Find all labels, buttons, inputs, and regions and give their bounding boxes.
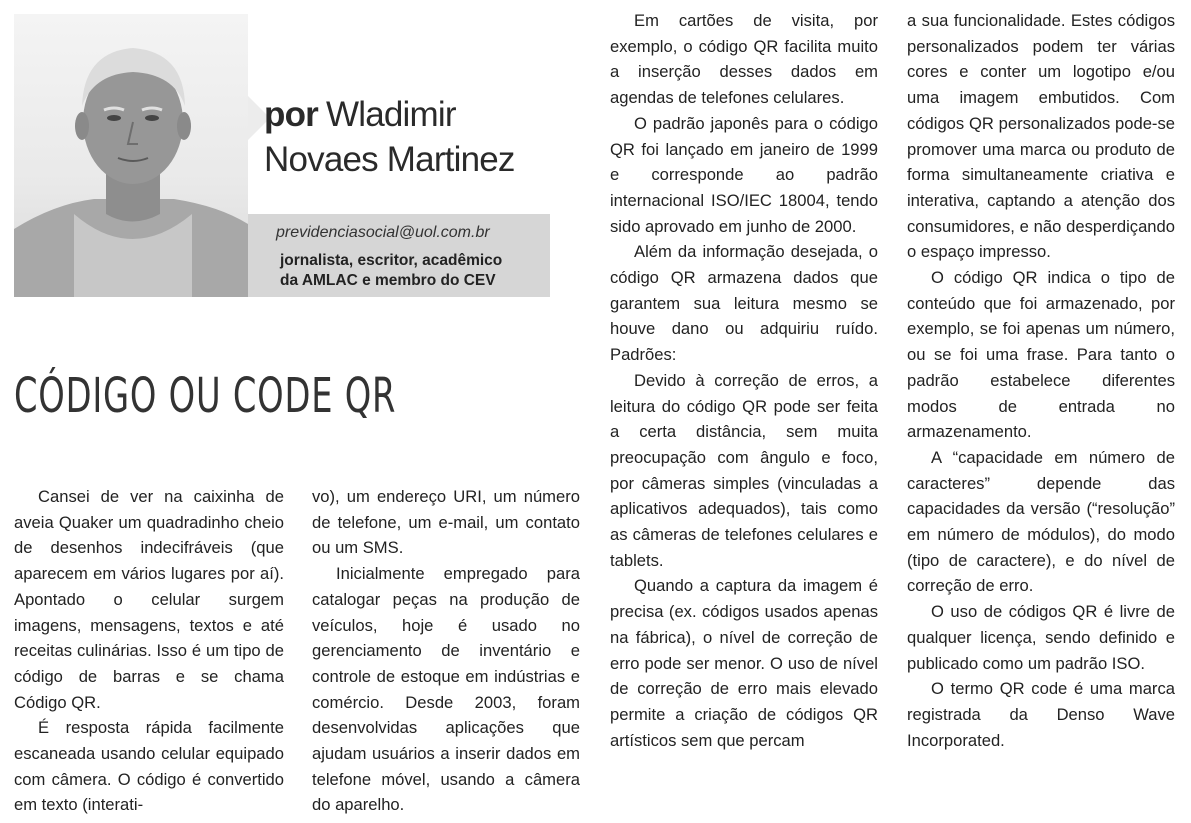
paragraph: Em cartões de visita, por exemplo, o código QR facilita muito a inserção desses dados em agendas de telefones celulares. bbox=[610, 11, 878, 108]
author-role-line-2: da AMLAC e membro do CEV bbox=[280, 272, 496, 289]
paragraph: O código QR indica o tipo de conteúdo que foi armazenado, por exemplo, se foi apenas um número, ou se foi uma frase. Para tanto o padrão estabelece diferentes modos de entrada no armazenamento. bbox=[907, 268, 1175, 442]
author-photo bbox=[14, 14, 248, 297]
author-portrait-illustration bbox=[14, 14, 248, 297]
byline-prefix: por bbox=[264, 95, 318, 134]
article-column-2 bbox=[312, 484, 580, 818]
paragraph: É resposta rápida facilmente escaneada usando celular equipado com câmera. O código é convertido em texto (interati- bbox=[14, 718, 284, 815]
author-bio-box bbox=[248, 214, 550, 297]
paragraph: Quando a captura da imagem é precisa (ex. códigos usados apenas na fábrica), o nível de correção de erro pode ser menor. O uso de nível de correção de erro mais elevado permite a criação de códigos QR artísticos sem que percam bbox=[610, 576, 878, 750]
byline-line-1 bbox=[264, 92, 564, 137]
author-name-line-2: Novaes Martinez bbox=[264, 140, 515, 179]
paragraph-continuation: a sua funcionalidade. Estes códigos personalizados podem ter várias cores e conter um logotipo e/ou uma imagem embutidos. Com códigos QR personalizados pode-se promover uma marca ou produto de forma simultaneamente criativa e interativa, captando a atenção dos consumidores, e não desperdiçando o espaço impresso. bbox=[907, 11, 1175, 262]
paragraph: O padrão japonês para o código QR foi lançado em janeiro de 1999 e corresponde ao padrão internacional ISO/IEC 18004, tendo sido aprovado em junho de 2000. bbox=[610, 113, 878, 236]
paragraph-continuation: vo), um endereço URI, um número de telefone, um e-mail, um contato ou um SMS. bbox=[312, 487, 580, 558]
author-role bbox=[280, 251, 502, 291]
paragraph: A “capacidade em número de caracteres” depende das capacidades da versão (“resolução” em número de módulos), do modo (tipo de caractere), e do nível de correção de erro. bbox=[907, 447, 1175, 596]
paragraph: O termo QR code é uma marca registrada da Denso Wave Incorporated. bbox=[907, 679, 1175, 750]
paragraph: Devido à correção de erros, a leitura do código QR pode ser feita a certa distância, sem muita preocupação com ângulo e foco, por câmeras simples (vinculadas a aplicativos adequados), tais como as câmeras de telefones celulares e tablets. bbox=[610, 370, 878, 570]
paragraph: Além da informação desejada, o código QR armazena dados que garantem sua leitura mesmo se houve dano ou adquiriu ruído. Padrões: bbox=[610, 242, 878, 365]
author-role-line-1: jornalista, escritor, acadêmico bbox=[280, 252, 503, 269]
author-name-line-1: Wladimir bbox=[325, 95, 456, 134]
article-column-4 bbox=[907, 8, 1175, 753]
article-column-3 bbox=[610, 8, 878, 753]
paragraph: Cansei de ver na caixinha de aveia Quaker um quadradinho cheio de desenhos indecifráveis (que aparecem em vários lugares por aí). Apontado o celular surgem imagens, mensagens, textos e até receitas culinárias. Isso é um tipo de código de barras e se chama Código QR. bbox=[14, 487, 284, 712]
paragraph: O uso de códigos QR é livre de qualquer licença, sendo definido e publicado como um padrão ISO. bbox=[907, 602, 1175, 673]
paragraph: Inicialmente empregado para catalogar peças na produção de veículos, hoje é usado no gerenciamento de inventário e controle de estoque em indústrias e comércio. Desde 2003, foram desenvolvidas aplicações que ajudam usuários a inserir dados em telefone móvel, usando a câmera do aparelho. bbox=[312, 564, 580, 815]
author-byline bbox=[264, 92, 564, 182]
article-column-1 bbox=[14, 484, 284, 818]
article-headline: CÓDIGO OU CODE QR bbox=[14, 368, 397, 424]
author-email[interactable]: previdenciasocial@uol.com.br bbox=[276, 224, 490, 241]
